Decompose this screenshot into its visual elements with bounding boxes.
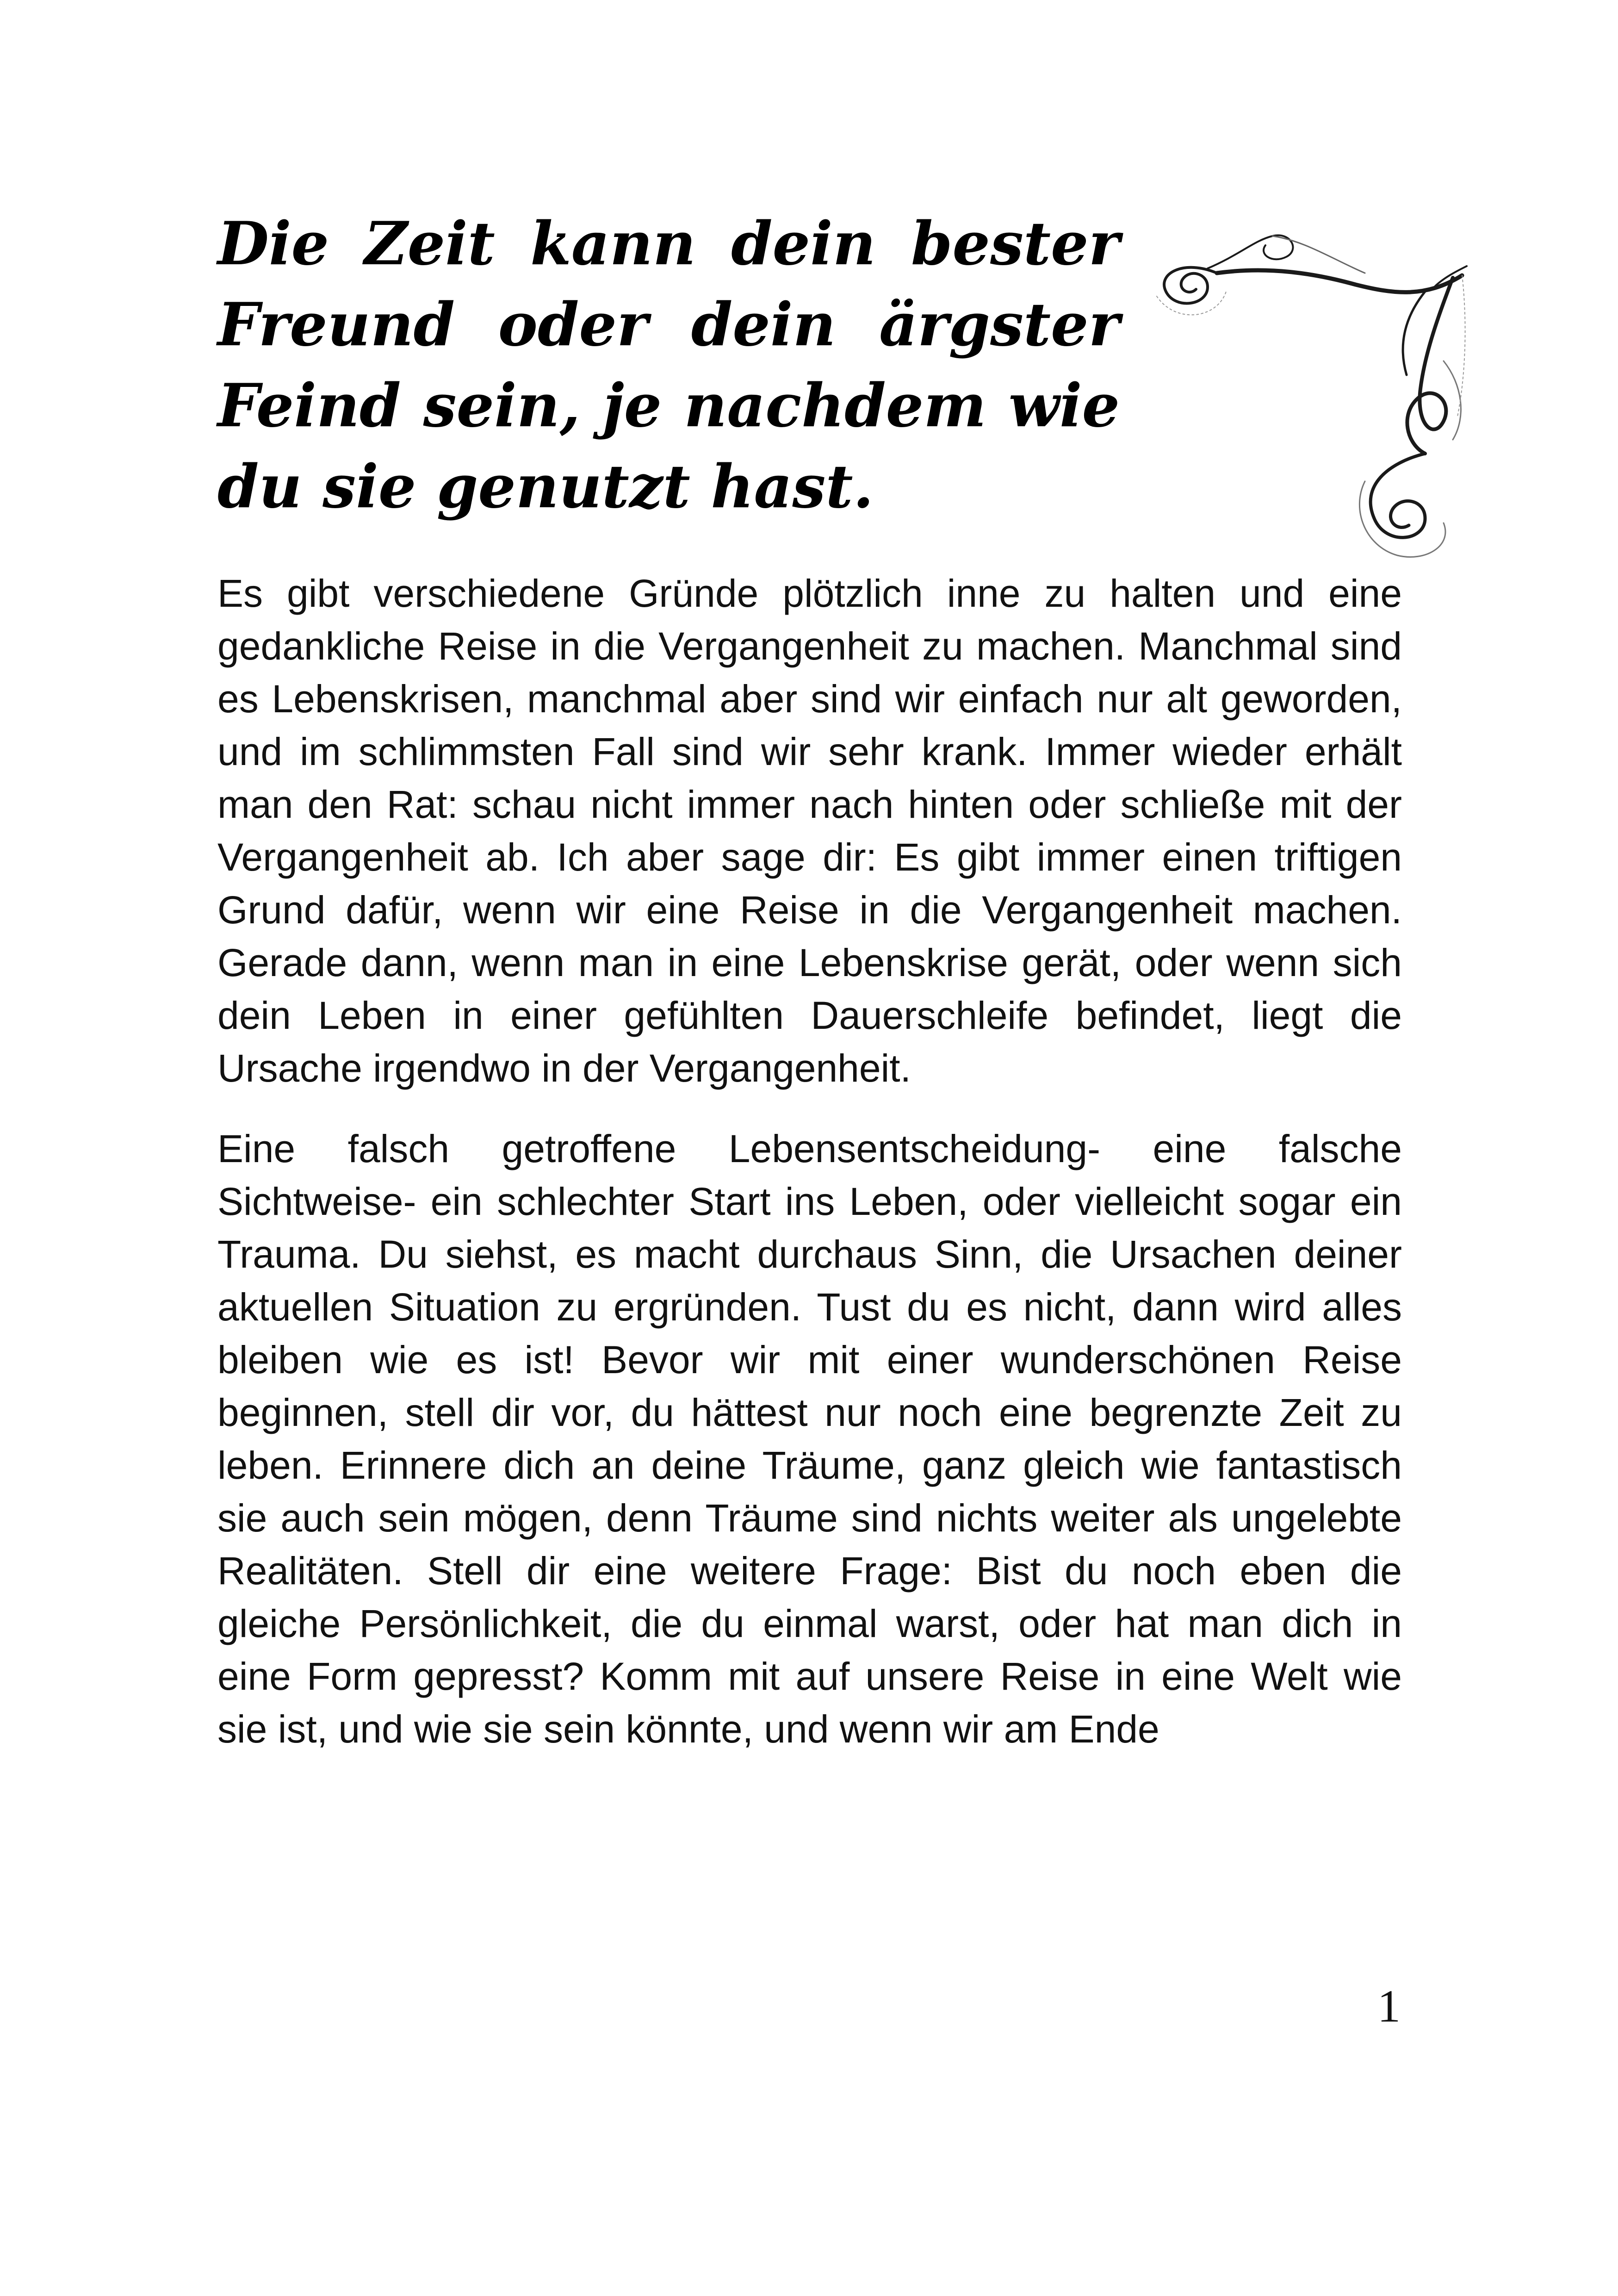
page-heading: Die Zeit kann dein bester Freund oder dein ärgster Feind sein, je nachdem wie du sie genutzt hast.	[217, 209, 1120, 522]
paragraph: Eine falsch getroffene Lebensentscheidung- eine falsche Sichtweise- ein schlechter Start ins Leben, oder vielleicht sogar ein Trauma. Du siehst, es macht durchaus Sinn, die Ursachen deiner aktuellen Situation zu ergründen. Tust du es nicht, dann wird alles bleiben wie es ist! Bevor wir mit einer wunderschönen Reise beginnen, stell dir vor, du hättest nur noch eine begrenzte Zeit zu leben. Erinnere dich an deine Träume, ganz gleich wie fantastisch sie auch sein mögen, denn Träume sind nichts weiter als ungelebte Realitäten. Stell dir eine weitere Frage: Bist du noch eben die gleiche Persönlichkeit, die du einmal warst, oder hat man dich in eine Form gepresst? Komm mit auf unsere Reise in eine Welt wie sie ist, und wie sie sein könnte, und wenn wir am Ende	[217, 1127, 1402, 1751]
body-text	[217, 567, 1402, 1755]
paragraph: Es gibt verschiedene Gründe plötzlich inne zu halten und eine gedankliche Reise in die Vergangenheit zu machen. Manchmal sind es Lebenskrisen, manchmal aber sind wir einfach nur alt geworden, und im schlimmsten Fall sind wir sehr krank. Immer wieder erhält man den Rat: schau nicht immer nach hinten oder schließe mit der Vergangenheit ab. Ich aber sage dir: Es gibt immer einen triftigen Grund dafür, wenn wir eine Reise in die Vergangenheit machen. Gerade dann, wenn man in eine Lebenskrise gerät, oder wenn sich dein Leben in einer gefühlten Dauerschleife befindet, liegt die Ursache irgendwo in der Vergangenheit.	[217, 572, 1402, 1090]
page-number: 1	[1377, 1980, 1401, 2032]
corner-flourish-icon	[1147, 222, 1471, 565]
